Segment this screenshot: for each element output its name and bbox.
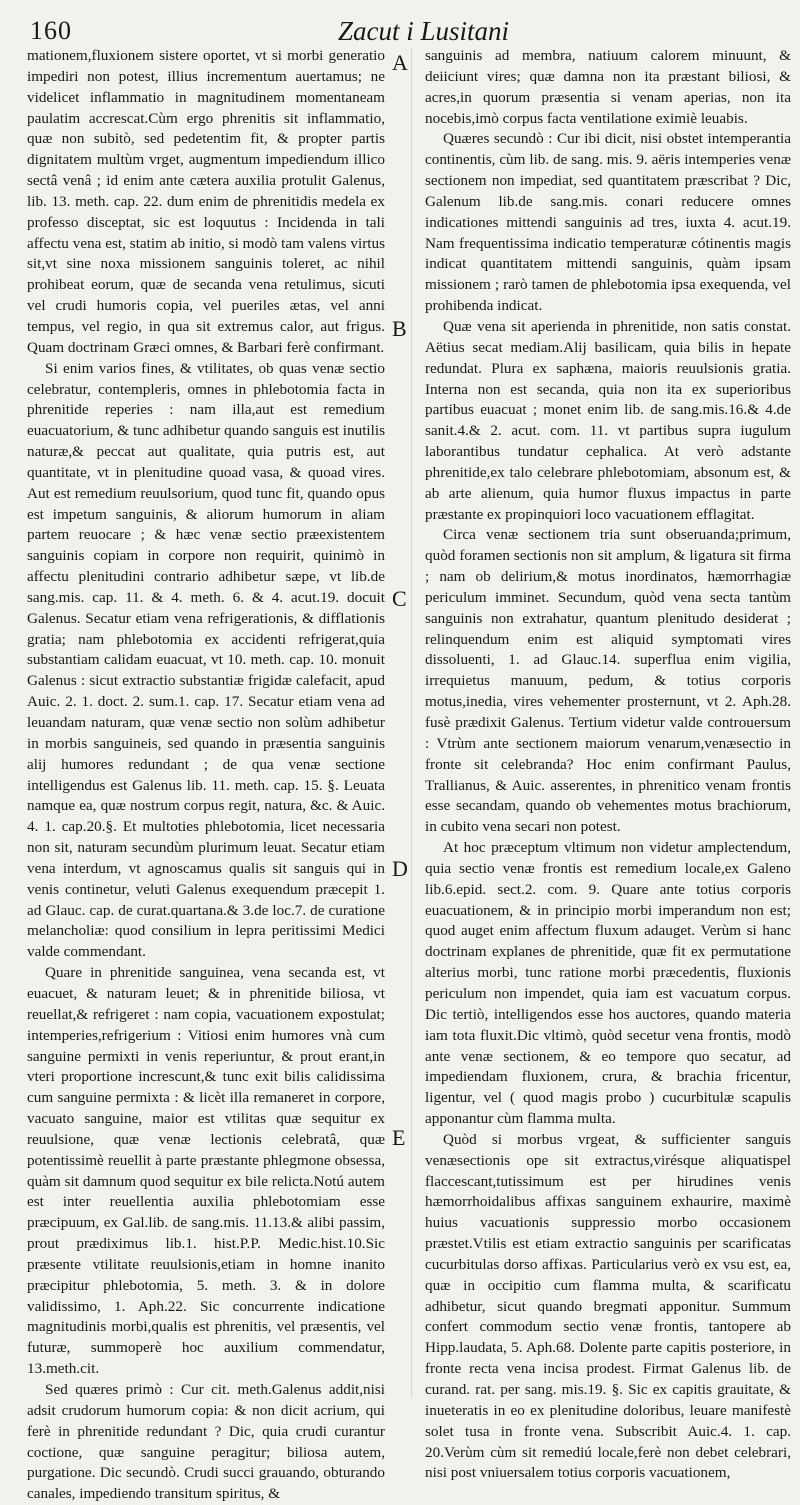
right-paragraph-5: At hoc præceptum vltimum non videtur amplectendum, quia sectio venæ frontis est remedium locale,ex Galeno lib.6.epid. sect.2. com. 9. Quare ante totius corporis euacuationem, & in principio morbi imperandum non est; quod auget enim affectum fluxum adauget. Verùm si hanc doctrinam explanes de phrenitide, quæ fit ex permutatione alterius morbi, tunc ratione morbi præcedentis, fluxionis periculum non impendet, quia iam est vacuatum corpus. Dic tertiò, intelligendos esse hos auctores, quando materia iam tota fluxit.Dic vltimò, quòd secetur vena frontis, modò ante venæ sectionem, & eo tempore quo secatur, ad impediendam fluxionem, crura, & brachia fricentur, ligentur, vel ( quod magis probo ) cucurbitulæ scapulis apponantur cùm flamma multa.	[425, 839, 791, 1128]
left-paragraph-2: Si enim varios fines, & vtilitates, ob quas venæ sectio celebratur, contempleris, omnes in phlebotomia facta in phrenitide reperies : nam illa,aut est remedium euacuatorium, & tunc adhibetur quando sanguis est inutilis naturæ,& peccat aut qualitate, quia putris est, aut quantitate, vt in plenitudine quoad vasa, & quoad vires. Aut est remedium reuulsorium, quod tunc fit, quando opus est impetum sanguinis, & aliorum humorum in aliam partem reuocare ; & hæc venæ sectio præexistentem sanguinis copiam in corpore non requirit, quinimò in affectu plenitudini contrario adhibetur sæpe, vt lib.de sang.mis. cap. 11. & 4. meth. 6. & 4. acut.19. docuit Galenus. Secatur etiam vena refrigerationis, & difflationis gratia; nam phlebotomia ex accidenti refrigerat,quia substantiam calidam euacuat, vt 10. meth. cap. 10. monuit Galenus : sicut extractio substantiæ frigidæ calefacit, apud Auic. 2. 1. doct. 2. sum.1. cap. 17. Secatur etiam vena ad leuandam naturam, quæ venæ sectio non solùm adhibetur in morbis sanguineis, sed quando in præsentia sanguinis alij humores redundant ; de qua venæ sectione intelligendus est Galenus lib. 11. meth. cap. 15. §. Leuata namque ea, quæ nostrum corpus regit, natura, &c. & Auic. 4. 1. cap.20.§. Et multoties phlebotomia, licet necessaria non sit, naturam secundùm plurimum leuat. Secatur etiam vena interdum, vt agnoscamus qualis sit sanguis qui in venis continetur, veluti Galenus exequendum præcepit 1. ad Glauc. cap. de curat.quartana.& 3.de loc.7. de curatione melancholiæ: quod consilium in lepra peritissimi Medici valde commendant.	[27, 359, 385, 961]
left-column	[27, 46, 385, 1503]
margin-letter-b: B	[392, 316, 407, 341]
right-paragraph-3: Quæ vena sit aperienda in phrenitide, non satis constat. Aëtius secat mediam.Alij basilicam, quia bilis in hepate redundat. Plura ex saphæna, maioris reuulsionis gratia. Interna non est secanda, quia non ita ex superioribus partibus euacuat ; monet enim lib. de sang.mis.16.& 4.de sanit.4.& 2. acut. com. 11. vt partibus supra iugulum laborantibus tundatur cephalica. At verò adstante phrenitide,ex talo celebrare phlebotomiam, absonum est, & ab arte alienum, quia humor fluxus impactus in parte præstante ex propinquiori loco vacuationem efflagitat.	[425, 317, 791, 523]
left-paragraph-3: Quare in phrenitide sanguinea, vena secanda est, vt euacuet, & naturam leuet; & in phrenitide biliosa, vt reuellat,& refrigeret : nam copia, vacuationem expostulat; intemperies,refrigerium : Vitiosi enim humores vnà cum sanguine permixti in venis reperiuntur, & prout erant,in vteri proportione increscunt,& tunc exit bilis calidissima cum sanguine permixta : & licèt illa remaneret in corpore, vacuato sanguine, maior est vtilitas quæ sequitur ex reuulsione, quæ venæ lectionis celebratâ, quæ potentissimè reuellit à parte præstante phlegmone obsessa, quàm sit damnum quod sequitur ex bile relicta.Notú autem est inter reuellentia auxilia phlebotomiam esse præcipuum, ex Gal.lib. de sang.mis. 11.13.& alibi passim, prout prædiximus lib.1. hist.P.P. Medic.hist.10.Sic præsente vtilitate reuulsionis,etiam in homne inanito præcipitur phlebotomia, 5. meth. 3. & in dolore validissimo, 1. Aph.22. Sic concurrente indicatione magnitudinis morbi,qualis est phrenitis, vel præsentis, vel futuræ, summoperè hoc auxilium commendatur, 13.meth.cit.	[27, 964, 385, 1378]
right-paragraph-6: Quòd si morbus vrgeat, & sufficienter sanguis venæsectionis ope sit extractus,virésque aliquatispel flaccescant,tutissimum est per hirudines venis hæmorrhoidalibus affixas sanguinem exhaurire, maximè huius vacuationis suppressio morbo occasionem præstet.Vtilis est etiam extractio sanguinis per scarificatas cucurbitulas dorso affixas. Particularius verò ex vsu est, ea, quæ in occipitio cum flamma multa, & scarificatu adhibetur, sicut quando bregmati apponitur. Summum confert commodum sectio venæ frontis, tantopere ab Hipp.laudata, 5. Aph.68. Dolente parte capitis posteriore, in fronte recta vena incisa prodest. Firmat Galenus lib. de curand. rat. per sang. mis.19. §. Sic ex capitis grauitate, & inueteratis in eo ex plenitudine doloribus, leuare manifestè solet tusa in fronte vena. Subscribit Auic.4. 1. cap. 20.Verùm cùm sit remediú locale,ferè non debet celebrari, nisi post vniuersalem totius corporis vacuationem,	[425, 1130, 791, 1482]
page-number: 160	[30, 16, 72, 45]
column-gutter	[411, 48, 412, 1398]
margin-letter-d: D	[392, 856, 408, 881]
margin-letter-c: C	[392, 586, 407, 611]
right-paragraph-4: Circa venæ sectionem tria sunt obseruanda;primum, quòd foramen sectionis non sit amplum, & ligatura sit firma ; nam ob delirium,& motus inordinatos, hæmorrhagiæ periculum imminet. Secundum, quòd vena secta tantùm sanguinis non extrahatur, quantum plenitudo desiderat ; relinquendum enim est aliquid symptomati vires dissoluenti, 1. ad Glauc.14. superflua enim vigilia, irrequietus manuum, pedum, & totius corporis motus,inedia, vires vehementer prosternunt, vt 2. Aph.28. fusè prædixit Galenus. Tertium videtur valde controuersum : Vtrùm ante sectionem maiorum venarum,venæsectio in fronte sit celebranda? Hoc enim confirmant Paulus, Trallianus, & Auic. asserentes, in phrenitico venam frontis esse secandam, quando ob vehementes motus brachiorum, in cubito vena secari non potest.	[425, 526, 791, 836]
left-paragraph-4: Sed quæres primò : Cur cit. meth.Galenus addit,nisi adsit crudorum humorum copia: & non dicit acrium, qui ferè in phrenitide redundant ? Dic, quia crudi curantur coctione, quæ sanguine peragitur; biliosa autem, purgatione. Dic secundò. Crudi succi grauando, obturando canales, impediendo transitum spiritus, &	[27, 1381, 385, 1503]
page-header	[0, 10, 800, 50]
right-paragraph-2: Quæres secundò : Cur ibi dicit, nisi obstet intemperantia continentis, cùm lib. de sang. mis. 9. aëris intemperies venæ sectionem non impediat, sed quantitatem præscribat ? Dic, Galenum lib.de sang.mis. conari reducere omnes indicationes mittendi sanguinis ad tres, iuxta 4. acut.19. Nam frequentissima indicatio temperaturæ cótinentis magis indicat quantitatem mittendi sanguinis, quàm ipsam missionem ; rarò tamen de phlebotomia ipsa exequenda, vel prohibenda indicat.	[425, 130, 791, 315]
running-head: Zacut i Lusitani	[338, 16, 510, 46]
margin-letter-a: A	[392, 50, 408, 75]
right-paragraph-1: sanguinis ad membra, natiuum calorem minuunt, & deiiciunt vires; quæ damna non ita præstant biliosi, & acres,in quorum præsentia si venam aperias, non ita nocebis,imò corpus facta ventilatione eximiè leuabis.	[425, 47, 791, 127]
left-paragraph-1: mationem,fluxionem sistere oportet, vt si morbi generatio impediri non potest, illius incrementum auertamus; ne videlicet inflammatio in magnitudinem momentaneam paulatim accrescat.Cùm ergo phrenitis sit inflammatio, quæ non subitò, sed pedetentim fit, & propter partis dignitatem multùm vrget, augmentum impediendum illico sectâ venâ ; id enim ante cætera auxilia protulit Galenus, lib. 13. meth. cap. 22. dum enim de phrenitidis medela ex professo disceptat, sic est loquutus : Incidenda in tali affectu vena est, statim ab initio, si modò tam valens virtus sit,vt sine noxa missionem sanguinis toleret, ac nihil prohibeat eorum, quæ de secanda vena retulimus, sicuti vel crudi humoris copia, vel pueriles ætas, vel anni tempus, vel regio, in qua sit extremus calor, aut frigus. Quam doctrinam Græci omnes, & Barbari ferè confirmant.	[27, 47, 385, 356]
margin-letter-e: E	[392, 1125, 406, 1150]
right-column	[425, 46, 791, 1482]
